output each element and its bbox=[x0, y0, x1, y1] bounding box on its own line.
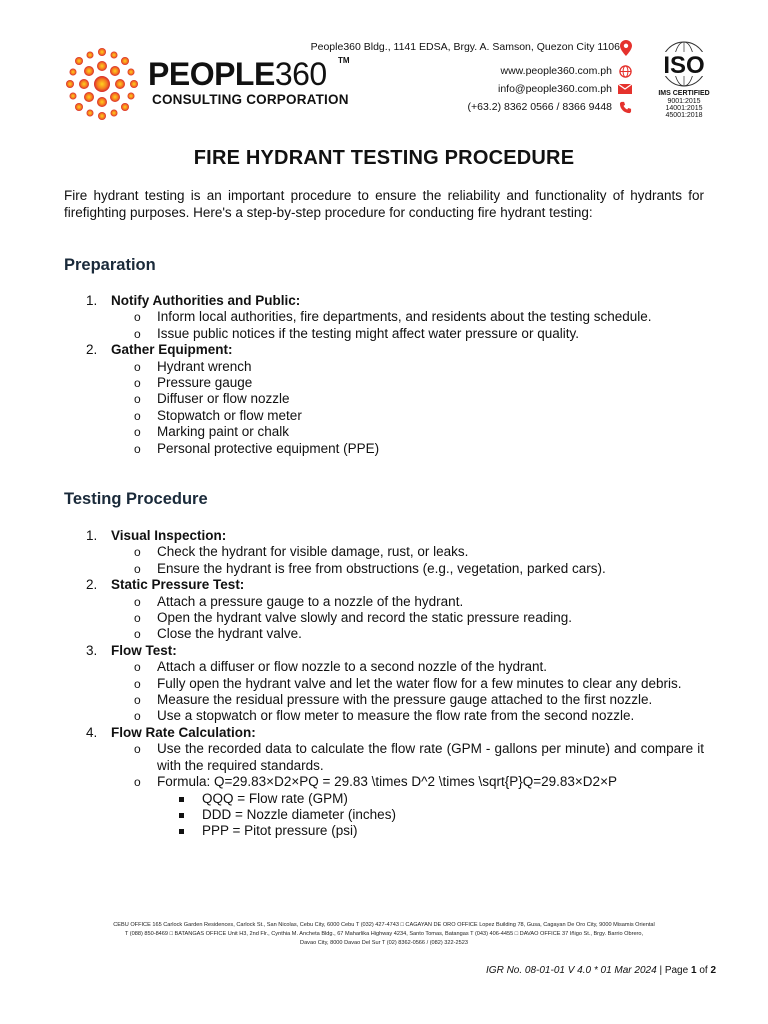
circle-bullet-icon: o bbox=[134, 676, 141, 691]
item-heading: Flow Rate Calculation: bbox=[111, 724, 256, 740]
testing-list bbox=[64, 528, 704, 840]
globe-icon bbox=[618, 64, 632, 78]
sub-item: o Personal protective equipment (PPE) bbox=[134, 440, 380, 456]
list-item bbox=[64, 577, 704, 593]
sub-item: o Fully open the hydrant valve and let the water flow for a few minutes to clear any debris. bbox=[134, 675, 682, 691]
location-pin-icon bbox=[620, 40, 632, 60]
square-bullet-icon bbox=[179, 829, 184, 834]
website-link[interactable]: www.people360.com.ph bbox=[500, 65, 612, 77]
item-number: 4. bbox=[86, 724, 98, 740]
sub-item: o Diffuser or flow nozzle bbox=[134, 391, 290, 407]
circle-bullet-icon: o bbox=[134, 359, 141, 374]
circle-bullet-icon: o bbox=[134, 709, 141, 724]
footer-line-3: Davao City, 8000 Davao Del Sur T (02) 8362-0566 / (082) 322-2523 bbox=[300, 940, 468, 946]
iso-logo-text: ISO bbox=[663, 52, 705, 79]
section-heading-testing-procedure: Testing Procedure bbox=[64, 490, 208, 508]
page-label: | Page bbox=[659, 965, 689, 976]
item-heading: Static Pressure Test: bbox=[111, 577, 245, 593]
address-line-1: People360 Bldg., 1141 EDSA, Brgy. A. bbox=[310, 41, 490, 53]
circle-bullet-icon: o bbox=[134, 376, 141, 391]
section-heading-preparation: Preparation bbox=[64, 256, 156, 274]
envelope-icon bbox=[618, 82, 632, 96]
item-heading: Visual Inspection: bbox=[111, 528, 227, 543]
formula-term: DDD = Nozzle diameter (inches) bbox=[64, 807, 704, 823]
email-row bbox=[311, 82, 632, 96]
iso-badge bbox=[648, 40, 720, 122]
iso-standard-9001: 9001:2015 bbox=[667, 98, 701, 105]
formula-term: QQQ = Flow rate (GPM) bbox=[64, 791, 704, 807]
list-item bbox=[64, 528, 704, 544]
item-number: 3. bbox=[86, 642, 98, 658]
phone-number[interactable]: (+63.2) 8362 0566 / 8366 9448 bbox=[467, 101, 612, 113]
item-number: 2. bbox=[86, 342, 98, 358]
sub-item: o Close the hydrant valve. bbox=[134, 626, 302, 642]
iso-standard-45001: 45001:2018 bbox=[665, 112, 703, 119]
address-row bbox=[311, 40, 632, 60]
circle-bullet-icon: o bbox=[134, 660, 141, 675]
item-heading: Flow Test: bbox=[111, 642, 177, 658]
list-item bbox=[64, 342, 704, 358]
phone-row bbox=[311, 100, 632, 114]
page-total: 2 bbox=[710, 965, 716, 976]
footer-line-2: T (088) 850-8469 □ BATANGAS OFFICE Unit H3, 2nd Flr., Cynthia M. Ancheta Bldg., 67 Maharlika Highway 4234, Santo Tomas, Batangas T (043) 406-4455 □ DAVAO OFFICE 37 Iñigo St., Brgy. Barrio Obrero, bbox=[124, 931, 644, 937]
list-item bbox=[64, 643, 704, 659]
item-heading: Gather Equipment: bbox=[111, 342, 233, 358]
circle-bullet-icon: o bbox=[134, 545, 141, 560]
sub-item: o Inform local authorities, fire departments, and residents about the testing schedule. bbox=[134, 309, 652, 325]
website-row bbox=[311, 64, 632, 78]
circle-bullet-icon: o bbox=[134, 310, 141, 325]
sub-item: o Check the hydrant for visible damage, rust, or leaks. bbox=[134, 544, 469, 560]
square-bullet-icon bbox=[179, 797, 184, 802]
circle-bullet-icon: o bbox=[134, 627, 141, 642]
iso-certified-label: IMS CERTIFIED bbox=[658, 90, 710, 97]
phone-icon bbox=[618, 100, 632, 114]
footer-offices bbox=[56, 921, 712, 948]
sub-item: o Ensure the hydrant is free from obstructions (e.g., vegetation, parked cars). bbox=[134, 560, 606, 576]
brand-name: PEOPLE360 bbox=[148, 56, 327, 92]
contact-info bbox=[311, 40, 632, 114]
brand-subtitle: CONSULTING CORPORATION bbox=[152, 92, 349, 107]
igr-number: IGR No. 08-01-01 V 4.0 * 01 Mar 2024 bbox=[486, 965, 657, 976]
item-heading: Notify Authorities and Public: bbox=[111, 293, 301, 308]
page-of: of bbox=[699, 965, 708, 976]
sub-item: o Pressure gauge bbox=[134, 375, 253, 391]
item-number: 1. bbox=[86, 293, 98, 308]
circle-bullet-icon: o bbox=[134, 392, 141, 407]
sub-item: o Issue public notices if the testing might affect water pressure or quality. bbox=[134, 325, 579, 341]
circle-bullet-icon: o bbox=[134, 594, 141, 609]
circle-bullet-icon: o bbox=[134, 441, 141, 456]
sub-item: o Use a stopwatch or flow meter to measure the flow rate from the second nozzle. bbox=[134, 708, 635, 724]
circle-bullet-icon: o bbox=[134, 775, 141, 790]
sub-item: o Open the hydrant valve slowly and record the static pressure reading. bbox=[134, 610, 572, 626]
sub-item: o Stopwatch or flow meter bbox=[134, 407, 302, 423]
intro-paragraph: Fire hydrant testing is an important procedure to ensure the reliability and functionality of hydrants for firefighting purposes. Here's a step-by-step procedure for conducting fire hydrant testing: bbox=[64, 188, 704, 220]
preparation-list bbox=[64, 293, 704, 457]
address-line-2: Samson, Quezon City 1106 bbox=[492, 41, 620, 53]
circle-bullet-icon: o bbox=[134, 425, 141, 440]
circle-bullet-icon: o bbox=[134, 611, 141, 626]
sub-item: o Attach a diffuser or flow nozzle to a second nozzle of the hydrant. bbox=[134, 659, 547, 675]
circle-bullet-icon: o bbox=[134, 326, 141, 341]
square-bullet-icon bbox=[179, 813, 184, 818]
circle-bullet-icon: o bbox=[134, 561, 141, 576]
list-item bbox=[64, 293, 704, 309]
sub-item: o Hydrant wrench bbox=[134, 358, 252, 374]
list-item bbox=[64, 725, 704, 741]
formula-term: PPP = Pitot pressure (psi) bbox=[64, 823, 704, 839]
sub-item: o Marking paint or chalk bbox=[134, 424, 290, 440]
iso-standards bbox=[648, 98, 720, 119]
sub-item: o Formula: Q=29.83×D2×PQ = 29.83 \times D^2 \times \sqrt{P}Q=29.83×D2×P bbox=[134, 774, 617, 790]
circle-bullet-icon: o bbox=[134, 408, 141, 423]
item-number: 1. bbox=[86, 528, 98, 543]
trademark-mark: TM bbox=[338, 56, 350, 65]
sub-item: o Measure the residual pressure with the pressure gauge attached to the first nozzle. bbox=[134, 692, 653, 708]
circle-bullet-icon: o bbox=[134, 693, 141, 708]
sub-item: o Attach a pressure gauge to a nozzle of the hydrant. bbox=[134, 593, 464, 609]
sub-item: o Use the recorded data to calculate the flow rate (GPM - gallons per minute) and compare it with the required standards. bbox=[134, 741, 704, 773]
brand-number: 360 bbox=[274, 56, 327, 92]
iso-standard-14001: 14001:2015 bbox=[665, 105, 703, 112]
circle-bullet-icon: o bbox=[134, 742, 141, 757]
item-number: 2. bbox=[86, 577, 98, 593]
email-link[interactable]: info@people360.com.ph bbox=[498, 83, 612, 95]
document-reference bbox=[486, 965, 716, 976]
footer-line-1: CEBU OFFICE 165 Carlock Garden Residences, Carlock St., San Nicolas, Cebu City, 6000 Cebu T (032) 427-4743 □ CAGAYAN DE ORO OFFICE Lopez Building 78, Gusa, Cagayan De Oro City, 9000 Misamis Oriental bbox=[113, 922, 655, 928]
logo-sun-icon bbox=[62, 44, 142, 124]
page-number: 1 bbox=[690, 965, 697, 976]
document-title: FIRE HYDRANT TESTING PROCEDURE bbox=[193, 147, 575, 169]
